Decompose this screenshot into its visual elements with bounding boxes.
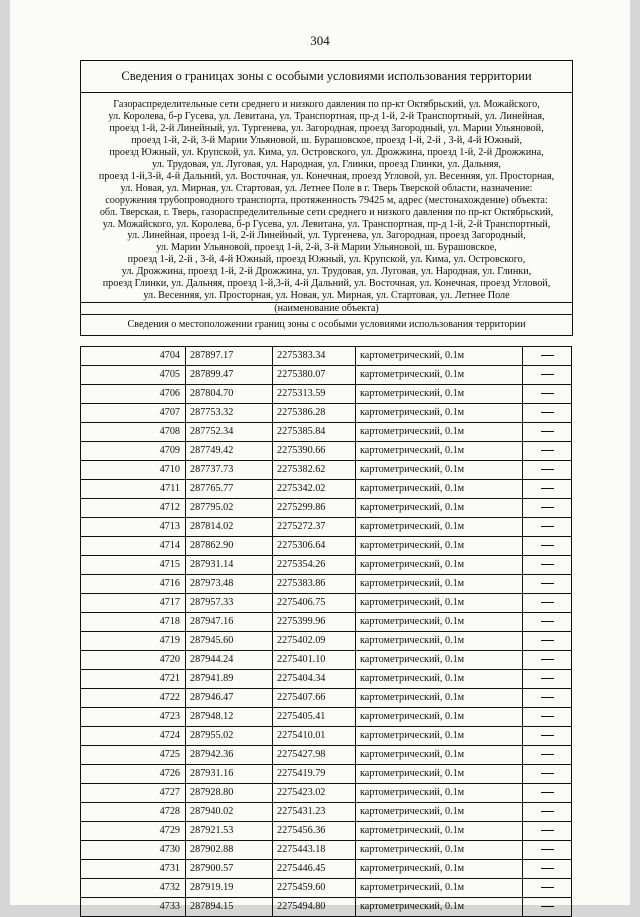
method-cell: картометрический, 0.1м — [356, 632, 523, 651]
table-row — [81, 423, 572, 442]
point-number-cell: 4719 — [81, 632, 186, 651]
method-cell: картометрический, 0.1м — [356, 689, 523, 708]
error-cell — [523, 803, 572, 822]
description-line: ул. Линейная, проезд 1-й, 2-й Линейный, ул. Тургенева, ул. Загородная, проезд Загородный, — [127, 230, 526, 242]
x-coordinate-cell: 287919.19 — [186, 879, 273, 898]
table-row — [81, 480, 572, 499]
page-number: 304 — [310, 33, 330, 48]
x-coordinate-cell: 287947.16 — [186, 613, 273, 632]
method-cell: картометрический, 0.1м — [356, 613, 523, 632]
x-coordinate-cell: 287944.24 — [186, 651, 273, 670]
point-number-cell: 4725 — [81, 746, 186, 765]
point-number-cell: 4724 — [81, 727, 186, 746]
dash-mark — [541, 526, 554, 527]
point-number-cell: 4733 — [81, 898, 186, 917]
x-coordinate-cell: 287765.77 — [186, 480, 273, 499]
point-number-cell: 4717 — [81, 594, 186, 613]
error-cell — [523, 822, 572, 841]
error-cell — [523, 708, 572, 727]
y-coordinate-cell: 2275272.37 — [273, 518, 356, 537]
method-cell: картометрический, 0.1м — [356, 385, 523, 404]
dash-mark — [541, 830, 554, 831]
y-coordinate-cell: 2275306.64 — [273, 537, 356, 556]
error-cell — [523, 689, 572, 708]
x-coordinate-cell: 287940.02 — [186, 803, 273, 822]
x-coordinate-cell: 287946.47 — [186, 689, 273, 708]
y-coordinate-cell: 2275419.79 — [273, 765, 356, 784]
x-coordinate-cell: 287814.02 — [186, 518, 273, 537]
x-coordinate-cell: 287902.88 — [186, 841, 273, 860]
error-cell — [523, 860, 572, 879]
description-line: ул. Трудовая, ул. Луговая, ул. Народная, ул. Глинки, проезд Глинки, ул. Дальняя, — [152, 158, 501, 170]
description-line: сооружения трубопроводного транспорта, протяженность 79425 м, адрес (местонахождение) объекта: — [105, 194, 548, 206]
y-coordinate-cell: 2275313.59 — [273, 385, 356, 404]
description-line: проезд 1-й, 2-й, 3-й Марии Ульяновой, ш. Бурашовское, проезд 1-й, 2-й , 3-й, 4-й Южный, — [131, 134, 522, 146]
object-name-caption: (наименование объекта) — [81, 303, 572, 315]
y-coordinate-cell: 2275399.96 — [273, 613, 356, 632]
y-coordinate-cell: 2275407.66 — [273, 689, 356, 708]
description-line: ул. Весенняя, ул. Просторная, ул. Новая, ул. Мирная, ул. Стартовая, ул. Летнее Поле — [143, 290, 510, 302]
dash-mark — [541, 887, 554, 888]
method-cell: картометрический, 0.1м — [356, 765, 523, 784]
dash-mark — [541, 583, 554, 584]
description-line: ул. Дрожжина, проезд 1-й, 2-й Дрожжина, ул. Трудовая, ул. Луговая, ул. Народная, ул. Глинки, — [121, 266, 532, 278]
dash-mark — [541, 754, 554, 755]
method-cell: картометрический, 0.1м — [356, 860, 523, 879]
table-row — [81, 841, 572, 860]
dash-mark — [541, 469, 554, 470]
y-coordinate-cell: 2275299.86 — [273, 499, 356, 518]
error-cell — [523, 632, 572, 651]
method-cell: картометрический, 0.1м — [356, 822, 523, 841]
method-cell: картометрический, 0.1м — [356, 575, 523, 594]
description-line: ул. Марии Ульяновой, проезд 1-й, 2-й, 3-й Марии Ульяновой, ш. Бурашовское, — [156, 242, 497, 254]
error-cell — [523, 727, 572, 746]
method-cell: картометрический, 0.1м — [356, 708, 523, 727]
point-number-cell: 4707 — [81, 404, 186, 423]
table-row — [81, 746, 572, 765]
x-coordinate-cell: 287941.89 — [186, 670, 273, 689]
method-cell: картометрический, 0.1м — [356, 841, 523, 860]
description-line: проезд Глинки, ул. Дальняя, проезд 1-й,3-й, 4-й Дальний, ул. Восточная, ул. Конечная, проезд Угловой, — [102, 278, 551, 290]
error-cell — [523, 670, 572, 689]
method-cell: картометрический, 0.1м — [356, 803, 523, 822]
y-coordinate-cell: 2275423.02 — [273, 784, 356, 803]
description-line: обл. Тверская, г. Тверь, газораспределительные сети среднего и низкого давления по пр-кт Октябрьский, — [99, 206, 554, 218]
point-number-cell: 4727 — [81, 784, 186, 803]
method-cell: картометрический, 0.1м — [356, 594, 523, 613]
method-cell: картометрический, 0.1м — [356, 366, 523, 385]
point-number-cell: 4712 — [81, 499, 186, 518]
dash-mark — [541, 659, 554, 660]
error-cell — [523, 480, 572, 499]
method-cell: картометрический, 0.1м — [356, 746, 523, 765]
dash-mark — [541, 697, 554, 698]
y-coordinate-cell: 2275342.02 — [273, 480, 356, 499]
error-cell — [523, 366, 572, 385]
x-coordinate-cell: 287928.80 — [186, 784, 273, 803]
method-cell: картометрический, 0.1м — [356, 518, 523, 537]
point-number-cell: 4720 — [81, 651, 186, 670]
table-row — [81, 442, 572, 461]
table-row — [81, 822, 572, 841]
y-coordinate-cell: 2275354.26 — [273, 556, 356, 575]
method-cell: картометрический, 0.1м — [356, 651, 523, 670]
point-number-cell: 4709 — [81, 442, 186, 461]
y-coordinate-cell: 2275404.34 — [273, 670, 356, 689]
table-row — [81, 632, 572, 651]
table-row — [81, 727, 572, 746]
y-coordinate-cell: 2275459.60 — [273, 879, 356, 898]
method-cell: картометрический, 0.1м — [356, 347, 523, 366]
y-coordinate-cell: 2275402.09 — [273, 632, 356, 651]
table-row — [81, 499, 572, 518]
point-number-cell: 4716 — [81, 575, 186, 594]
point-number-cell: 4713 — [81, 518, 186, 537]
error-cell — [523, 404, 572, 423]
x-coordinate-cell: 287737.73 — [186, 461, 273, 480]
y-coordinate-cell: 2275431.23 — [273, 803, 356, 822]
point-number-cell: 4705 — [81, 366, 186, 385]
coordinates-table — [80, 346, 572, 917]
method-cell: картометрический, 0.1м — [356, 879, 523, 898]
table-row — [81, 404, 572, 423]
error-cell — [523, 594, 572, 613]
table-row — [81, 879, 572, 898]
table-row — [81, 651, 572, 670]
error-cell — [523, 841, 572, 860]
y-coordinate-cell: 2275382.62 — [273, 461, 356, 480]
x-coordinate-cell: 287749.42 — [186, 442, 273, 461]
table-row — [81, 803, 572, 822]
error-cell — [523, 385, 572, 404]
x-coordinate-cell: 287945.60 — [186, 632, 273, 651]
table-row — [81, 594, 572, 613]
dash-mark — [541, 678, 554, 679]
error-cell — [523, 746, 572, 765]
method-cell: картометрический, 0.1м — [356, 670, 523, 689]
point-number-cell: 4718 — [81, 613, 186, 632]
method-cell: картометрический, 0.1м — [356, 404, 523, 423]
error-cell — [523, 347, 572, 366]
x-coordinate-cell: 287955.02 — [186, 727, 273, 746]
dash-mark — [541, 507, 554, 508]
y-coordinate-cell: 2275383.86 — [273, 575, 356, 594]
description-line: ул. Новая, ул. Мирная, ул. Стартовая, ул. Летнее Поле в г. Тверь Тверской области, назначение: — [120, 182, 533, 194]
method-cell: картометрический, 0.1м — [356, 898, 523, 917]
dash-mark — [541, 602, 554, 603]
x-coordinate-cell: 287862.90 — [186, 537, 273, 556]
error-cell — [523, 442, 572, 461]
object-description — [81, 93, 572, 303]
dash-mark — [541, 564, 554, 565]
dash-mark — [541, 735, 554, 736]
x-coordinate-cell: 287931.16 — [186, 765, 273, 784]
table-row — [81, 708, 572, 727]
x-coordinate-cell: 287899.47 — [186, 366, 273, 385]
method-cell: картометрический, 0.1м — [356, 442, 523, 461]
dash-mark — [541, 640, 554, 641]
method-cell: картометрический, 0.1м — [356, 499, 523, 518]
table-row — [81, 385, 572, 404]
method-cell: картометрический, 0.1м — [356, 537, 523, 556]
table-row — [81, 689, 572, 708]
point-number-cell: 4722 — [81, 689, 186, 708]
point-number-cell: 4726 — [81, 765, 186, 784]
description-line: проезд 1-й, 2-й Линейный, ул. Тургенева, ул. Загородная, проезд Загородный, ул. Марии Ульяновой, — [109, 122, 544, 134]
point-number-cell: 4721 — [81, 670, 186, 689]
point-number-cell: 4732 — [81, 879, 186, 898]
y-coordinate-cell: 2275401.10 — [273, 651, 356, 670]
error-cell — [523, 784, 572, 803]
method-cell: картометрический, 0.1м — [356, 461, 523, 480]
description-line: проезд 1-й, 2-й , 3-й, 4-й Южный, проезд Южный, ул. Крупской, ул. Кима, ул. Островского, — [127, 254, 526, 266]
y-coordinate-cell: 2275446.45 — [273, 860, 356, 879]
dash-mark — [541, 488, 554, 489]
dash-mark — [541, 450, 554, 451]
point-number-cell: 4723 — [81, 708, 186, 727]
error-cell — [523, 423, 572, 442]
error-cell — [523, 461, 572, 480]
y-coordinate-cell: 2275405.41 — [273, 708, 356, 727]
table-row — [81, 461, 572, 480]
point-number-cell: 4730 — [81, 841, 186, 860]
info-block — [80, 60, 573, 336]
dash-mark — [541, 355, 554, 356]
dash-mark — [541, 906, 554, 907]
error-cell — [523, 879, 572, 898]
error-cell — [523, 575, 572, 594]
error-cell — [523, 556, 572, 575]
y-coordinate-cell: 2275385.84 — [273, 423, 356, 442]
error-cell — [523, 499, 572, 518]
description-line: Газораспределительные сети среднего и низкого давления по пр-кт Октябрьский, ул. Можайского, — [113, 99, 540, 110]
y-coordinate-cell: 2275406.75 — [273, 594, 356, 613]
x-coordinate-cell: 287897.17 — [186, 347, 273, 366]
x-coordinate-cell: 287931.14 — [186, 556, 273, 575]
error-cell — [523, 537, 572, 556]
page-title: Сведения о границах зоны с особыми условиями использования территории — [81, 61, 572, 93]
description-line: проезд Южный, ул. Крупской, ул. Кима, ул. Островского, ул. Дрожжина, проезд 1-й, 2-й Дрожжина, — [109, 146, 544, 158]
coordinates-table-wrapper — [80, 346, 571, 917]
x-coordinate-cell: 287894.15 — [186, 898, 273, 917]
point-number-cell: 4714 — [81, 537, 186, 556]
dash-mark — [541, 431, 554, 432]
error-cell — [523, 518, 572, 537]
description-line: проезд 1-й,3-й, 4-й Дальний, ул. Восточная, ул. Конечная, проезд Угловой, ул. Весенняя, ул. Просторная, — [98, 170, 555, 182]
table-row — [81, 784, 572, 803]
x-coordinate-cell: 287948.12 — [186, 708, 273, 727]
table-row — [81, 518, 572, 537]
location-subheader: Сведения о местоположении границ зоны с особыми условиями использования территории — [127, 319, 526, 331]
y-coordinate-cell: 2275443.18 — [273, 841, 356, 860]
method-cell: картометрический, 0.1м — [356, 727, 523, 746]
dash-mark — [541, 792, 554, 793]
dash-mark — [541, 811, 554, 812]
point-number-cell: 4708 — [81, 423, 186, 442]
x-coordinate-cell: 287942.36 — [186, 746, 273, 765]
point-number-cell: 4731 — [81, 860, 186, 879]
table-row — [81, 556, 572, 575]
point-number-cell: 4715 — [81, 556, 186, 575]
point-number-cell: 4706 — [81, 385, 186, 404]
method-cell: картометрический, 0.1м — [356, 556, 523, 575]
table-row — [81, 898, 572, 917]
x-coordinate-cell: 287921.53 — [186, 822, 273, 841]
dash-mark — [541, 716, 554, 717]
dash-mark — [541, 773, 554, 774]
table-row — [81, 575, 572, 594]
point-number-cell: 4710 — [81, 461, 186, 480]
y-coordinate-cell: 2275456.36 — [273, 822, 356, 841]
dash-mark — [541, 849, 554, 850]
y-coordinate-cell: 2275427.98 — [273, 746, 356, 765]
error-cell — [523, 898, 572, 917]
y-coordinate-cell: 2275386.28 — [273, 404, 356, 423]
table-row — [81, 670, 572, 689]
y-coordinate-cell: 2275383.34 — [273, 347, 356, 366]
dash-mark — [541, 621, 554, 622]
x-coordinate-cell: 287753.32 — [186, 404, 273, 423]
error-cell — [523, 613, 572, 632]
x-coordinate-cell: 287900.57 — [186, 860, 273, 879]
dash-mark — [541, 545, 554, 546]
error-cell — [523, 765, 572, 784]
dash-mark — [541, 868, 554, 869]
method-cell: картометрический, 0.1м — [356, 423, 523, 442]
dash-mark — [541, 374, 554, 375]
y-coordinate-cell: 2275410.01 — [273, 727, 356, 746]
point-number-cell: 4704 — [81, 347, 186, 366]
x-coordinate-cell: 287804.70 — [186, 385, 273, 404]
table-row — [81, 537, 572, 556]
y-coordinate-cell: 2275390.66 — [273, 442, 356, 461]
table-row — [81, 366, 572, 385]
table-row — [81, 347, 572, 366]
table-row — [81, 613, 572, 632]
description-line: ул. Можайского, ул. Королева, б-р Гусева, ул. Левитана, ул. Транспортная, пр-д 1-й, 2-й Транспортный, — [102, 218, 551, 230]
point-number-cell: 4729 — [81, 822, 186, 841]
table-row — [81, 765, 572, 784]
dash-mark — [541, 393, 554, 394]
y-coordinate-cell: 2275380.07 — [273, 366, 356, 385]
x-coordinate-cell: 287752.34 — [186, 423, 273, 442]
x-coordinate-cell: 287795.02 — [186, 499, 273, 518]
point-number-cell: 4728 — [81, 803, 186, 822]
method-cell: картометрический, 0.1м — [356, 480, 523, 499]
table-row — [81, 860, 572, 879]
error-cell — [523, 651, 572, 670]
y-coordinate-cell: 2275494.80 — [273, 898, 356, 917]
x-coordinate-cell: 287973.48 — [186, 575, 273, 594]
x-coordinate-cell: 287957.33 — [186, 594, 273, 613]
description-line: ул. Королева, б-р Гусева, ул. Левитана, ул. Транспортная, пр-д 1-й, 2-й Транспортный, ул. Линейная, — [108, 110, 545, 122]
point-number-cell: 4711 — [81, 480, 186, 499]
dash-mark — [541, 412, 554, 413]
method-cell: картометрический, 0.1м — [356, 784, 523, 803]
